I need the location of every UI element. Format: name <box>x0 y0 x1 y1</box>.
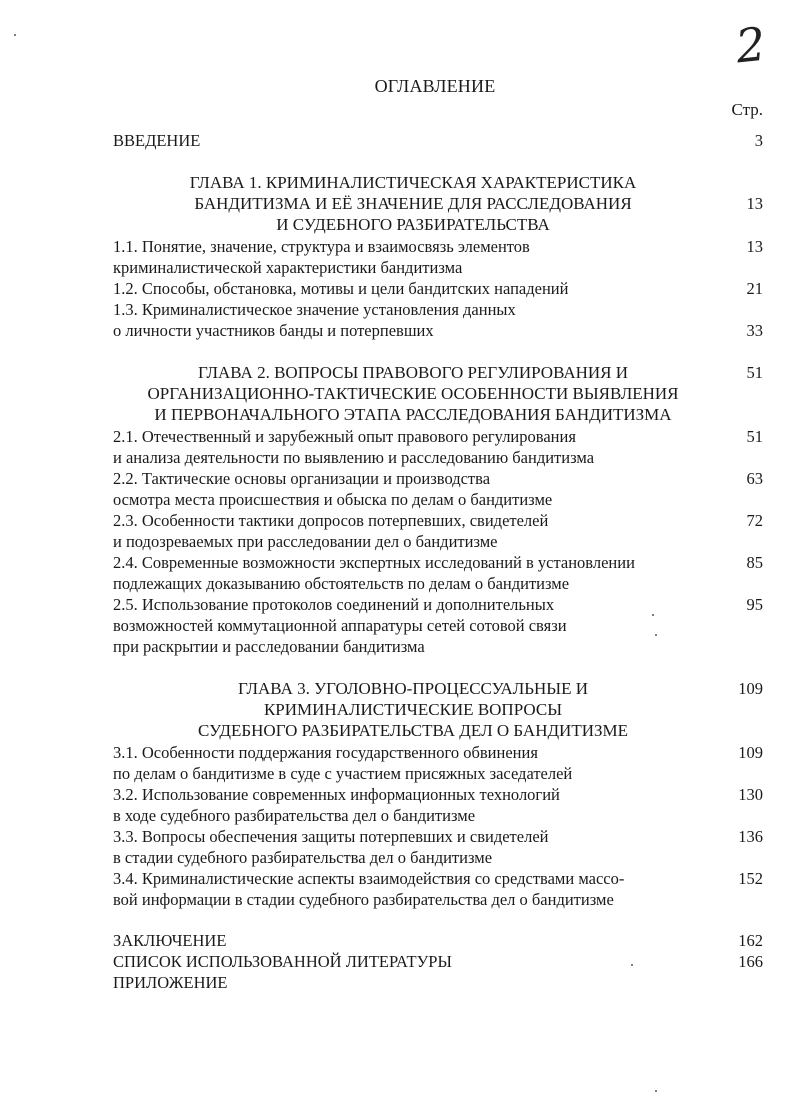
page-column-label: Стр. <box>731 100 763 119</box>
toc-section-3-1-line2: по делам о бандитизме в суде с участием присяжных заседателей <box>113 764 573 783</box>
toc-section-3-4-line2: вой информации в стадии судебного разбирательства дел о бандитизме <box>113 890 614 909</box>
toc-section-2-2-page: 63 <box>746 469 763 488</box>
toc-section-3-1-page: 109 <box>738 743 763 762</box>
scan-speck <box>14 34 16 36</box>
toc-section-3-2-page: 130 <box>738 785 763 804</box>
chapter3-page: 109 <box>738 679 763 698</box>
toc-section-3-2-line1: 3.2. Использование современных информационных технологий <box>113 785 560 804</box>
toc-section-1-1-line1: 1.1. Понятие, значение, структура и взаимосвязь элементов <box>113 237 530 256</box>
toc-section-1-3-page: 33 <box>746 321 763 340</box>
toc-section-1-1-page: 13 <box>746 237 763 256</box>
toc-bibliography: СПИСОК ИСПОЛЬЗОВАННОЙ ЛИТЕРАТУРЫ <box>113 952 452 971</box>
toc-section-1-2-page: 21 <box>746 279 763 298</box>
toc-section-1-1-line2: криминалистической характеристики бандитизма <box>113 258 463 277</box>
toc-section-1-3-line2: о личности участников банды и потерпевших <box>113 321 434 340</box>
toc-section-2-5-line2: возможностей коммутационной аппаратуры сетей сотовой связи <box>113 616 567 635</box>
toc-conclusion-page: 162 <box>738 931 763 950</box>
toc-section-2-2-line1: 2.2. Тактические основы организации и производства <box>113 469 491 488</box>
toc-section-2-1-page: 51 <box>746 427 763 446</box>
chapter2-heading-line2: ОРГАНИЗАЦИОННО-ТАКТИЧЕСКИЕ ОСОБЕННОСТИ ВЫЯВЛЕНИЯ <box>147 384 679 403</box>
toc-bibliography-page: 166 <box>738 952 763 971</box>
chapter3-heading-line1: ГЛАВА 3. УГОЛОВНО-ПРОЦЕССУАЛЬНЫЕ И <box>237 679 589 698</box>
toc-section-2-3-page: 72 <box>746 511 763 530</box>
toc-section-3-4-line1: 3.4. Криминалистические аспекты взаимодействия со средствами массо- <box>113 869 625 888</box>
toc-section-2-2-line2: осмотра места происшествия и обыска по делам о бандитизме <box>113 490 553 509</box>
toc-conclusion: ЗАКЛЮЧЕНИЕ <box>113 931 227 950</box>
toc-section-2-5-line3: при раскрытии и расследовании бандитизма <box>113 637 425 656</box>
toc-section-1-2-line1: 1.2. Способы, обстановка, мотивы и цели бандитских нападений <box>113 279 569 298</box>
toc-section-3-1-line1: 3.1. Особенности поддержания государственного обвинения <box>113 743 538 762</box>
toc-section-2-4-line2: подлежащих доказыванию обстоятельств по делам о бандитизме <box>113 574 570 593</box>
toc-section-2-4-line1: 2.4. Современные возможности экспертных исследований в установлении <box>113 553 635 572</box>
toc-appendix: ПРИЛОЖЕНИЕ <box>113 973 228 992</box>
toc-section-2-1-line2: и анализа деятельности по выявлению и расследованию бандитизма <box>113 448 595 467</box>
toc-title: ОГЛАВЛЕНИЕ <box>374 76 496 96</box>
toc-section-2-5-page: 95 <box>746 595 763 614</box>
chapter2-heading-line3: И ПЕРВОНАЧАЛЬНОГО ЭТАПА РАССЛЕДОВАНИЯ БАНДИТИЗМА <box>154 405 672 424</box>
scan-speck <box>655 634 657 636</box>
chapter2-heading-line1: ГЛАВА 2. ВОПРОСЫ ПРАВОВОГО РЕГУЛИРОВАНИЯ И <box>197 363 629 382</box>
toc-section-3-2-line2: в ходе судебного разбирательства дел о бандитизме <box>113 806 476 825</box>
chapter1-page: 13 <box>746 194 763 213</box>
toc-section-3-3-line2: в стадии судебного разбирательства дел о бандитизме <box>113 848 493 867</box>
chapter3-heading-line2: КРИМИНАЛИСТИЧЕСКИЕ ВОПРОСЫ <box>263 700 563 719</box>
chapter2-page: 51 <box>746 363 763 382</box>
chapter3-heading-line3: СУДЕБНОГО РАЗБИРАТЕЛЬСТВА ДЕЛ О БАНДИТИЗМЕ <box>197 721 629 740</box>
toc-section-2-4-page: 85 <box>746 553 763 572</box>
chapter1-heading-line1: ГЛАВА 1. КРИМИНАЛИСТИЧЕСКАЯ ХАРАКТЕРИСТИКА <box>189 173 637 192</box>
toc-section-2-3-line2: и подозреваемых при расследовании дел о бандитизме <box>113 532 498 551</box>
handwritten-page-number: 2 <box>733 16 769 74</box>
scan-speck <box>631 964 633 966</box>
toc-section-2-1-line1: 2.1. Отечественный и зарубежный опыт правового регулирования <box>113 427 576 446</box>
scan-speck <box>655 1090 657 1092</box>
chapter1-heading-line3: И СУДЕБНОГО РАЗБИРАТЕЛЬСТВА <box>276 215 550 234</box>
toc-intro: ВВЕДЕНИЕ <box>113 131 201 150</box>
toc-section-1-3-line1: 1.3. Криминалистическое значение установления данных <box>113 300 516 319</box>
chapter1-heading-line2: БАНДИТИЗМА И ЕЁ ЗНАЧЕНИЕ ДЛЯ РАССЛЕДОВАНИЯ <box>194 194 632 213</box>
toc-section-2-5-line1: 2.5. Использование протоколов соединений и дополнительных <box>113 595 555 614</box>
toc-section-3-3-line1: 3.3. Вопросы обеспечения защиты потерпевших и свидетелей <box>113 827 549 846</box>
toc-intro-page: 3 <box>754 131 763 150</box>
scan-speck <box>652 614 654 616</box>
toc-section-2-3-line1: 2.3. Особенности тактики допросов потерпевших, свидетелей <box>113 511 549 530</box>
toc-section-3-3-page: 136 <box>738 827 763 846</box>
toc-section-3-4-page: 152 <box>738 869 763 888</box>
